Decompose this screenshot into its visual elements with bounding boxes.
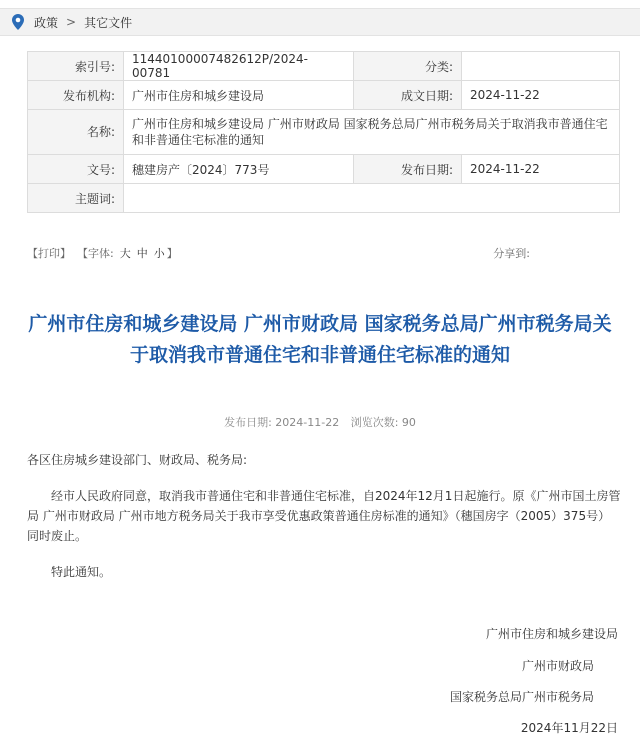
article-toolbar <box>27 244 620 262</box>
font-small-button[interactable]: 小 <box>153 247 165 260</box>
font-large-button[interactable]: 大 <box>119 247 131 260</box>
font-size-suffix: 】 <box>166 247 178 260</box>
font-size-prefix: 【字体: <box>77 247 114 260</box>
view-count: 浏览次数: 90 <box>350 416 416 429</box>
index-label: 索引号: <box>28 52 124 81</box>
subject-value <box>124 184 620 213</box>
salutation: 各区住房城乡建设部门、财政局、税务局: <box>27 453 248 467</box>
subject-label: 主题词: <box>28 184 124 213</box>
document-meta-table <box>27 51 620 213</box>
chevron-right-icon: > <box>66 15 77 29</box>
index-value: 11440100007482612P/2024-00781 <box>124 52 354 81</box>
publish-date-label: 发布日期: <box>354 155 462 184</box>
category-value <box>462 52 620 81</box>
breadcrumb-item-policy[interactable]: 政策 <box>34 15 59 30</box>
category-label: 分类: <box>354 52 462 81</box>
meta-row-index <box>28 52 620 81</box>
paragraph-2: 特此通知。 <box>51 565 112 579</box>
publish-date: 发布日期: 2024-11-22 <box>224 416 340 429</box>
print-link[interactable]: 【打印】 <box>27 247 71 260</box>
written-date-value: 2024-11-22 <box>462 81 620 110</box>
location-pin-icon <box>12 14 24 30</box>
meta-row-subject <box>28 184 620 213</box>
issuer-label: 发布机构: <box>28 81 124 110</box>
issuer-value: 广州市住房和城乡建设局 <box>124 81 354 110</box>
written-date-label: 成文日期: <box>354 81 462 110</box>
doc-no-value: 穗建房产〔2024〕773号 <box>124 155 354 184</box>
breadcrumb-item-other-files[interactable]: 其它文件 <box>84 15 133 30</box>
breadcrumb <box>0 8 640 36</box>
article-title: 广州市住房和城乡建设局 广州市财政局 国家税务总局广州市税务局关于取消我市普通住宅和非普通住宅标准的通知 <box>28 313 612 366</box>
meta-row-name <box>28 110 620 155</box>
share-label: 分享到: <box>493 247 530 260</box>
name-value: 广州市住房和城乡建设局 广州市财政局 国家税务总局广州市税务局关于取消我市普通住宅和非普通住宅标准的通知 <box>124 110 620 155</box>
paragraph-1: 经市人民政府同意，取消我市普通住宅和非普通住宅标准，自2024年12月1日起施行。原《广州市国土房管局 广州市财政局 广州市地方税务局关于我市享受优惠政策普通住房标准的通知》（穗国房字（2005）375号）同时废止。 <box>27 489 621 543</box>
publish-date-value: 2024-11-22 <box>462 155 620 184</box>
article-body <box>27 450 622 598</box>
name-label: 名称: <box>28 110 124 155</box>
doc-no-label: 文号: <box>28 155 124 184</box>
signatory-tax-bureau: 国家税务总局广州市税务局 <box>449 690 594 704</box>
publish-info <box>0 414 640 430</box>
signature-date: 2024年11月22日 <box>520 721 618 735</box>
font-medium-button[interactable]: 中 <box>136 247 148 260</box>
meta-row-issuer <box>28 81 620 110</box>
meta-row-doc-no <box>28 155 620 184</box>
signatory-finance-bureau: 广州市财政局 <box>521 659 594 673</box>
signatory-housing-bureau: 广州市住房和城乡建设局 <box>485 627 618 641</box>
